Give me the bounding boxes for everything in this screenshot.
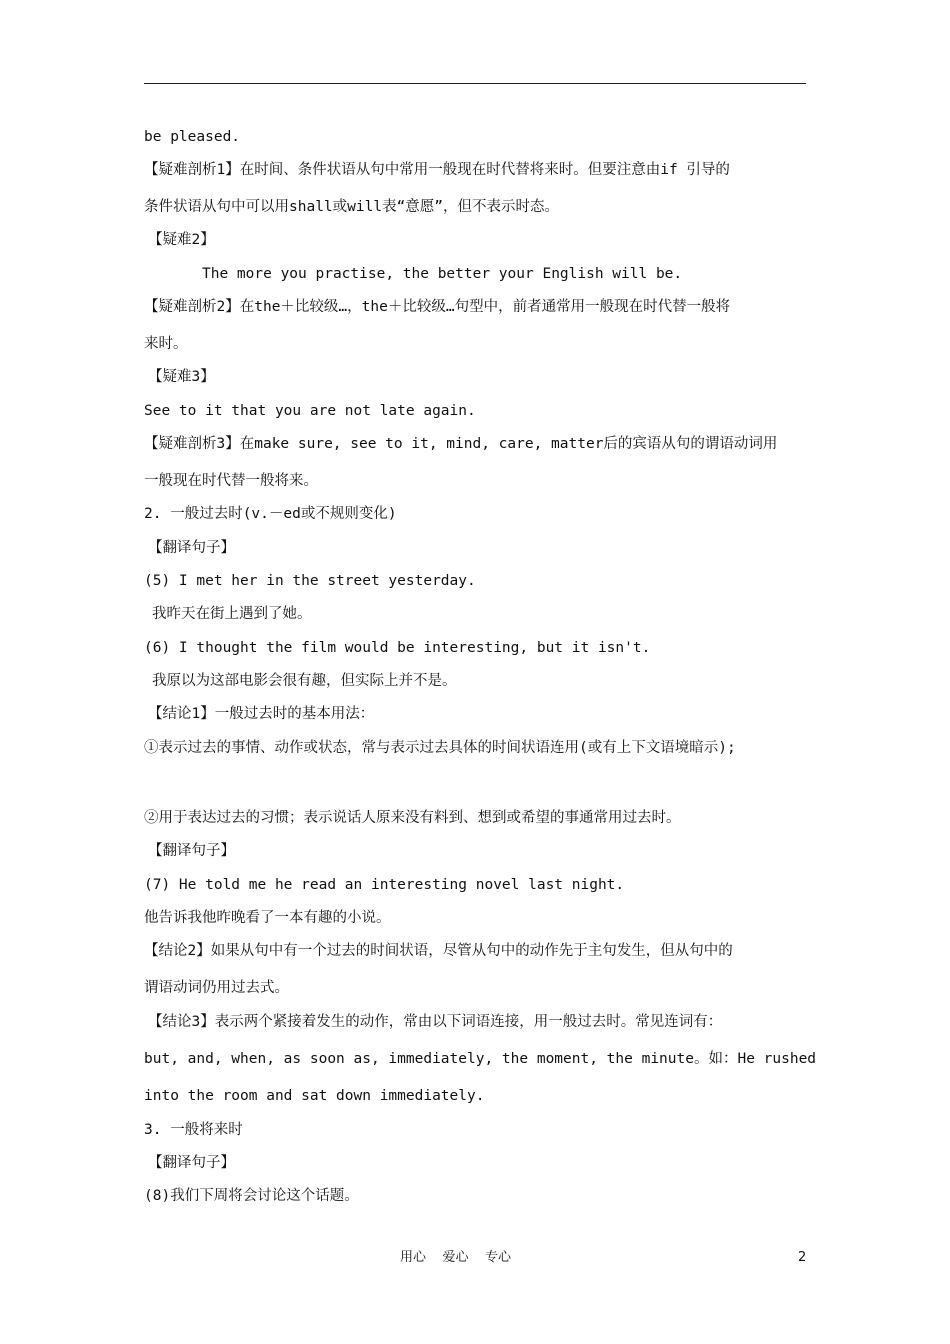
- text-line-8: 【疑难3】: [148, 369, 215, 385]
- header-rule: [144, 83, 806, 84]
- text-line-14: (5) I met her in the street yesterday.: [144, 573, 476, 589]
- footer-motto: 用心 爱心 专心: [400, 1250, 512, 1265]
- text-line-9: See to it that you are not late again.: [144, 403, 476, 419]
- text-line-31: (8)我们下周将会讨论这个话题。: [144, 1188, 359, 1204]
- text-line-27: but, and, when, as soon as, immediately, the moment, the minute。如：He rushed: [144, 1051, 817, 1067]
- text-line-5: The more you practise, the better your English will be.: [202, 266, 683, 282]
- text-line-10: 【疑难剖析3】在make sure, see to it, mind, care, matter后的宾语从句的谓语动词用: [144, 436, 778, 452]
- text-line-25: 谓语动词仍用过去式。: [144, 980, 289, 996]
- text-line-13: 【翻译句子】: [148, 540, 235, 556]
- text-line-23: 他告诉我他昨晚看了一本有趣的小说。: [144, 910, 391, 926]
- text-line-17: 我原以为这部电影会很有趣，但实际上并不是。: [152, 673, 457, 689]
- text-line-1: be pleased.: [144, 129, 241, 145]
- text-line-29: 3. 一般将来时: [144, 1122, 243, 1138]
- text-line-26: 【结论3】表示两个紧接着发生的动作，常由以下词语连接，用一般过去时。常见连词有：: [148, 1014, 723, 1030]
- text-line-24: 【结论2】如果从句中有一个过去的时间状语，尽管从句中的动作先于主句发生，但从句中的: [144, 943, 733, 959]
- text-line-12: 2. 一般过去时(v.－ed或不规则变化): [144, 506, 397, 522]
- text-line-21: 【翻译句子】: [148, 843, 235, 859]
- page-number: 2: [798, 1250, 807, 1265]
- text-line-6: 【疑难剖析2】在the＋比较级…，the＋比较级…句型中，前者通常用一般现在时代替一般将: [144, 299, 731, 315]
- text-line-2: 【疑难剖析1】在时间、条件状语从句中常用一般现在时代替将来时。但要注意由if 引导的: [144, 162, 730, 178]
- text-line-30: 【翻译句子】: [148, 1155, 235, 1171]
- text-line-18: 【结论1】一般过去时的基本用法：: [148, 706, 375, 722]
- text-line-3: 条件状语从句中可以用shall或will表“意愿”，但不表示时态。: [144, 199, 560, 215]
- text-line-7: 来时。: [144, 336, 188, 352]
- text-line-16: (6) I thought the film would be interesting, but it isn't.: [144, 640, 651, 656]
- text-line-20: ②用于表达过去的习惯；表示说话人原来没有料到、想到或希望的事通常用过去时。: [144, 810, 681, 826]
- text-line-22: (7) He told me he read an interesting novel last night.: [144, 877, 625, 893]
- text-line-11: 一般现在时代替一般将来。: [144, 473, 318, 489]
- text-line-15: 我昨天在街上遇到了她。: [152, 606, 312, 622]
- text-line-4: 【疑难2】: [148, 232, 215, 248]
- text-line-19: ①表示过去的事情、动作或状态，常与表示过去具体的时间状语连用(或有上下文语境暗示);: [144, 740, 736, 756]
- text-line-28: into the room and sat down immediately.: [144, 1088, 485, 1104]
